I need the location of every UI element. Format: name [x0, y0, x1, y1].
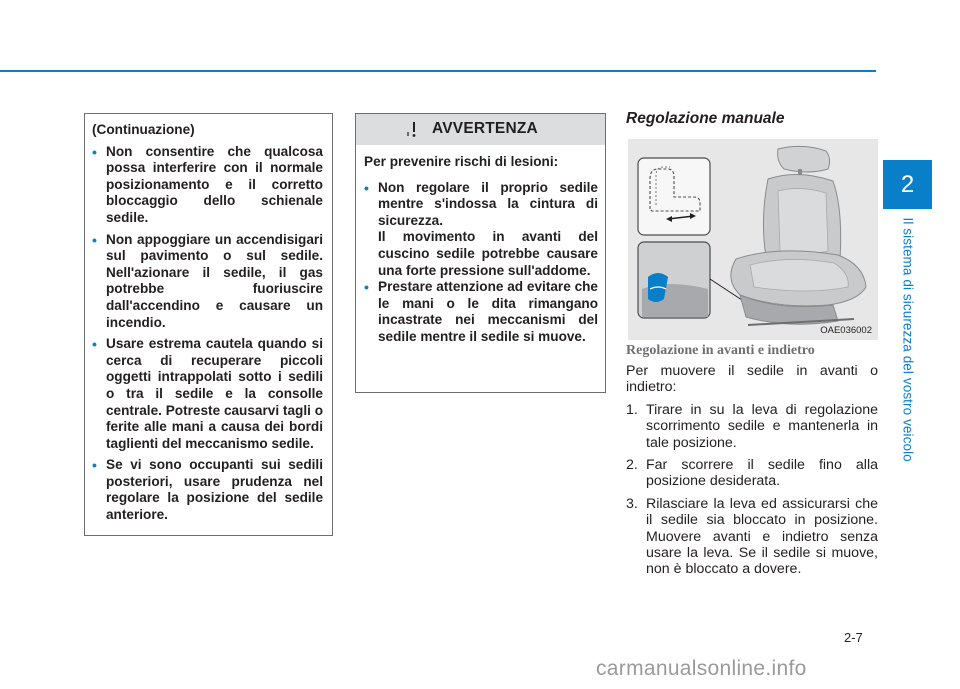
chapter-tab[interactable]	[883, 160, 932, 209]
header-rule	[0, 70, 876, 72]
bullet-icon: •	[92, 231, 97, 248]
list-item: • Non appoggiare un accendisigari sul pavimento o sul sedile. Nell'azionare il sedile, il gas potrebbe fuoriuscire dall'accendino e causare un incendio.	[92, 231, 323, 330]
warning-header	[356, 114, 605, 145]
bullet-icon: •	[364, 179, 369, 196]
warning-title: AVVERTENZA	[432, 120, 538, 137]
warning-box	[355, 113, 606, 393]
list-item: 1. Tirare in su la leva di regolazione scorrimento sedile e mantenerla in tale posizione.	[626, 401, 878, 451]
subheading: Regolazione in avanti e indietro	[626, 343, 815, 358]
list-item: • Se vi sono occupanti sui sedili posteriori, usare prudenza nel regolare la posizione del sedile anteriore.	[92, 457, 323, 523]
seat-illustration	[628, 139, 878, 340]
list-item: • Non consentire che qualcosa possa interferire con il normale posizionamento e il corretto bloccaggio dello schienale sedile.	[92, 143, 323, 225]
watermark[interactable]: carmanualsonline.info	[596, 657, 807, 680]
section-title: Regolazione manuale	[626, 110, 785, 127]
list-item: • Usare estrema cautela quando si cerca di recuperare piccoli oggetti intrappolati sotto i sedili o tra il sedile e la consolle centrale. Potreste causarvi tagli o ferite alle mani a causa dei bordi taglienti del meccanismo sedile.	[92, 336, 323, 451]
continuation-list	[92, 144, 323, 524]
continuation-box	[84, 113, 333, 536]
bullet-icon: •	[364, 279, 369, 296]
continuation-heading: (Continuazione)	[92, 122, 195, 137]
page-number: 2-7	[844, 630, 863, 645]
chapter-title: Il sistema di sicurezza del vostro veicolo	[900, 217, 916, 462]
chapter-number: 2	[900, 170, 915, 198]
list-item: • Non regolare il proprio sedile mentre s'indossa la cintura di sicurezza. Il movimento in avanti del cuscino sedile potrebbe causare una forte pressione sull'addome.	[364, 179, 598, 278]
bullet-icon: •	[92, 336, 97, 353]
seat-figure	[628, 139, 878, 340]
list-item: 2. Far scorrere il sedile fino alla posizione desiderata.	[626, 457, 878, 490]
list-item: • Prestare attenzione ad evitare che le mani o le dita rimangano incastrate nei meccanismi del sedile mentre il sedile si muove.	[364, 279, 598, 344]
list-item: 3. Rilasciare la leva ed assicurarsi che il sedile sia bloccato in posizione. Muovere avanti e indietro senza usare la leva. Se il sedile si muove, non è bloccato a dovere.	[626, 495, 878, 578]
warning-list	[364, 180, 598, 346]
bullet-icon: •	[92, 143, 97, 160]
warning-intro: Per prevenire rischi di lesioni:	[364, 154, 559, 169]
steps-list	[626, 402, 878, 578]
bullet-icon: •	[92, 457, 97, 474]
instructions	[626, 363, 878, 584]
figure-code: OAE036002	[820, 325, 872, 336]
instructions-intro: Per muovere il sedile in avanti o indietro:	[626, 363, 878, 396]
warning-icon	[405, 120, 423, 138]
